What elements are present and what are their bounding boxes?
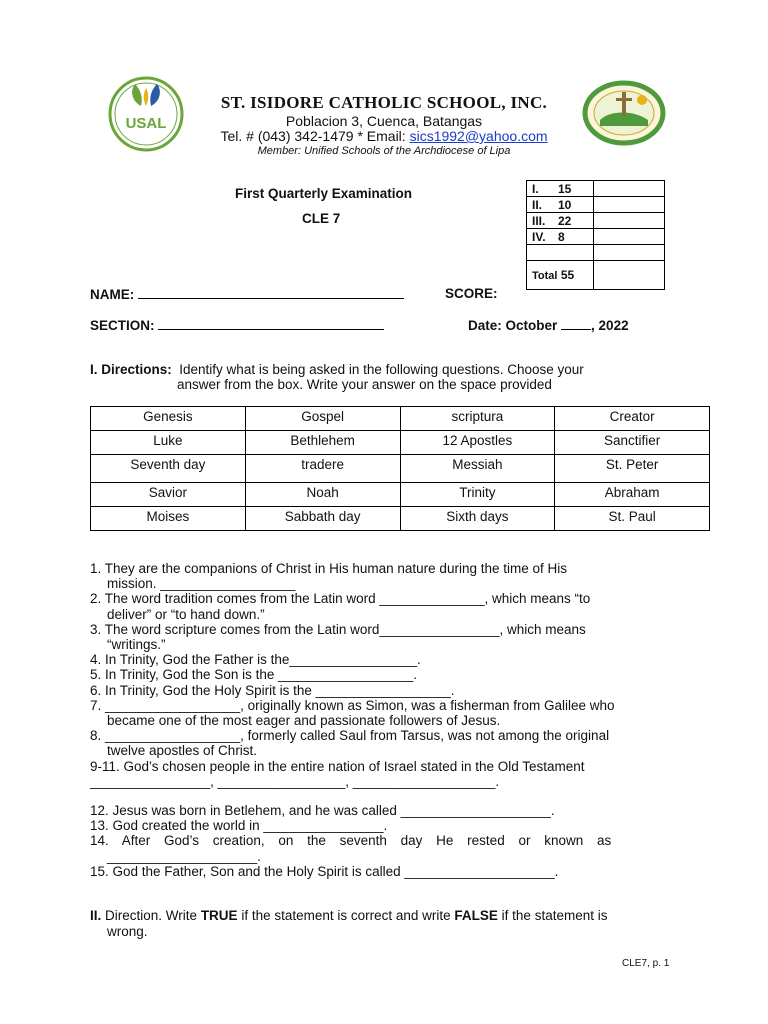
score-field [445,286,498,301]
score-cell[interactable] [594,181,665,197]
question-text: 14. After God’s creation, on the seventh day He rested or known as [90,833,612,849]
section-blank[interactable] [158,317,384,330]
question-text: 15. God the Father, Son and the Holy Spirit is called ____________________. [90,863,559,879]
score-points: 8 [558,229,565,244]
score-points: 10 [558,197,572,212]
part2-false-word: FALSE [454,908,498,923]
date-suffix: , 2022 [591,318,629,333]
question-4 [90,652,677,667]
date-field [468,317,629,333]
word-box-cell: scriptura [400,407,555,431]
question-text: 12. Jesus was born in Betlehem, and he was called ____________________. [90,803,555,819]
word-box-cell: St. Peter [555,455,710,483]
score-cell[interactable] [594,197,665,213]
name-blank[interactable] [138,286,404,299]
school-address: Poblacion 3, Cuenca, Batangas [285,113,483,129]
score-part: IV. [532,229,546,244]
word-box-cell: Noah [245,483,400,507]
score-part-label [527,213,594,229]
score-cell[interactable] [594,245,665,261]
word-box-cell: Creator [555,407,710,431]
part2-text-line2: wrong. [107,923,148,939]
exam-title: First Quarterly Examination [235,186,413,201]
word-box-cell: 12 Apostles [400,431,555,455]
word-box [90,406,710,531]
part2-label: II. [90,908,102,923]
part1-text-line1: Identify what is being asked in the following questions. Choose your [179,362,584,377]
section-field [90,317,384,333]
word-box-cell: Savior [91,483,246,507]
score-label: SCORE: [445,286,498,301]
word-box-cell: Sabbath day [245,507,400,531]
word-box-cell: Genesis [91,407,246,431]
usal-logo-text: USAL [125,115,167,132]
question-14 [90,833,677,863]
score-part: I. [532,181,539,196]
word-box-cell: Messiah [400,455,555,483]
word-box-cell: tradere [245,455,400,483]
score-table [526,180,665,290]
question-2 [90,591,677,621]
score-part: III. [532,213,546,228]
score-points: 15 [558,181,572,196]
exam-subject: CLE 7 [302,211,341,226]
word-box-cell: Seventh day [91,455,246,483]
word-box-cell: Trinity [400,483,555,507]
email-link[interactable]: sics1992@yahoo.com [409,128,548,144]
part1-directions [90,362,680,392]
score-part: II. [532,197,543,212]
question-12 [90,803,677,818]
contact-phone: Tel. # (043) 342-1479 * Email: [220,128,410,144]
part1-label: I. Directions: [90,362,172,377]
question-text: 3. The word scripture comes from the Latin word________________, which means [90,621,586,637]
word-box-cell: Sixth days [400,507,555,531]
score-empty-cell [527,245,594,261]
word-box-cell: Abraham [555,483,710,507]
word-box-row [91,455,710,483]
name-field [90,286,404,302]
name-label: NAME: [90,287,135,302]
question-text-cont: ________________, _________________, ___________________. [90,773,500,789]
question-list [90,561,677,879]
score-total-cell[interactable] [594,261,665,290]
score-total-label-cell [527,261,594,290]
question-text: 13. God created the world in ________________. [90,818,388,834]
part1-text-line2: answer from the box. Write your answer on the space provided [177,377,552,392]
part2-directions [90,908,677,939]
section-label: SECTION: [90,318,155,333]
spacer [90,789,677,803]
word-box-cell: Moises [91,507,246,531]
word-box-cell: Bethlehem [245,431,400,455]
question-text-cont: twelve apostles of Christ. [107,743,258,759]
word-box-cell: Luke [91,431,246,455]
page-number: CLE7, p. 1 [622,958,670,969]
score-row-2 [527,197,665,213]
question-3 [90,622,677,652]
word-box-row [91,407,710,431]
question-13 [90,818,677,833]
score-row-3 [527,213,665,229]
part2-text-a: Direction. Write [105,908,201,923]
question-text: 7. __________________, originally known as Simon, was a fisherman from Galilee who [90,697,615,713]
word-box-row [91,507,710,531]
score-points: 22 [558,213,572,228]
word-box-cell: St. Paul [555,507,710,531]
question-text-cont: “writings.” [107,637,166,653]
score-part-label [527,181,594,197]
word-box-cell: Sanctifier [555,431,710,455]
question-1 [90,561,677,591]
question-5 [90,667,677,682]
score-cell[interactable] [594,213,665,229]
question-text: 2. The word tradition comes from the Latin word ______________, which means “to [90,591,591,607]
school-name: ST. ISIDORE CATHOLIC SCHOOL, INC. [220,93,548,112]
word-box-cell: Gospel [245,407,400,431]
question-7 [90,698,677,728]
score-row-empty [527,245,665,261]
score-part-label [527,197,594,213]
score-row-4 [527,229,665,245]
question-15 [90,864,677,879]
part2-text-b: if the statement is correct and write [237,908,455,923]
question-text-cont: mission. __________________ [107,576,296,592]
question-text: 9-11. God’s chosen people in the entire nation of Israel stated in the Old Testament [90,758,585,774]
question-text: 8. __________________, formerly called Saul from Tarsus, was not among the original [90,728,610,744]
score-total-points: 55 [560,268,575,282]
question-text: 5. In Trinity, God the Son is the __________________. [90,667,417,683]
question-text-cont: ____________________. [107,848,261,864]
date-prefix: Date: October [468,318,558,333]
question-text-cont: deliver” or “to hand down.” [107,606,265,622]
score-part-label [527,229,594,245]
part2-true-word: TRUE [200,908,238,923]
question-text: 1. They are the companions of Christ in His human nature during the time of His [90,561,567,576]
word-box-row [91,431,710,455]
school-contact [0,128,768,144]
question-text: 6. In Trinity, God the Holy Spirit is the __________________. [90,682,455,698]
question-6 [90,683,677,698]
score-cell[interactable] [594,229,665,245]
part2-text-c: if the statement is [497,908,608,923]
score-total-label: Total [532,270,558,282]
score-total-row [527,261,665,290]
question-text-cont: became one of the most eager and passionate followers of Jesus. [107,713,501,729]
date-blank[interactable] [561,317,591,330]
question-8 [90,728,677,758]
question-text: 4. In Trinity, God the Father is the_________________. [90,652,421,668]
school-membership: Member: Unified Schools of the Archdiocese of Lipa [257,145,511,157]
question-9-11 [90,759,677,789]
word-box-row [91,483,710,507]
score-row-1 [527,181,665,197]
